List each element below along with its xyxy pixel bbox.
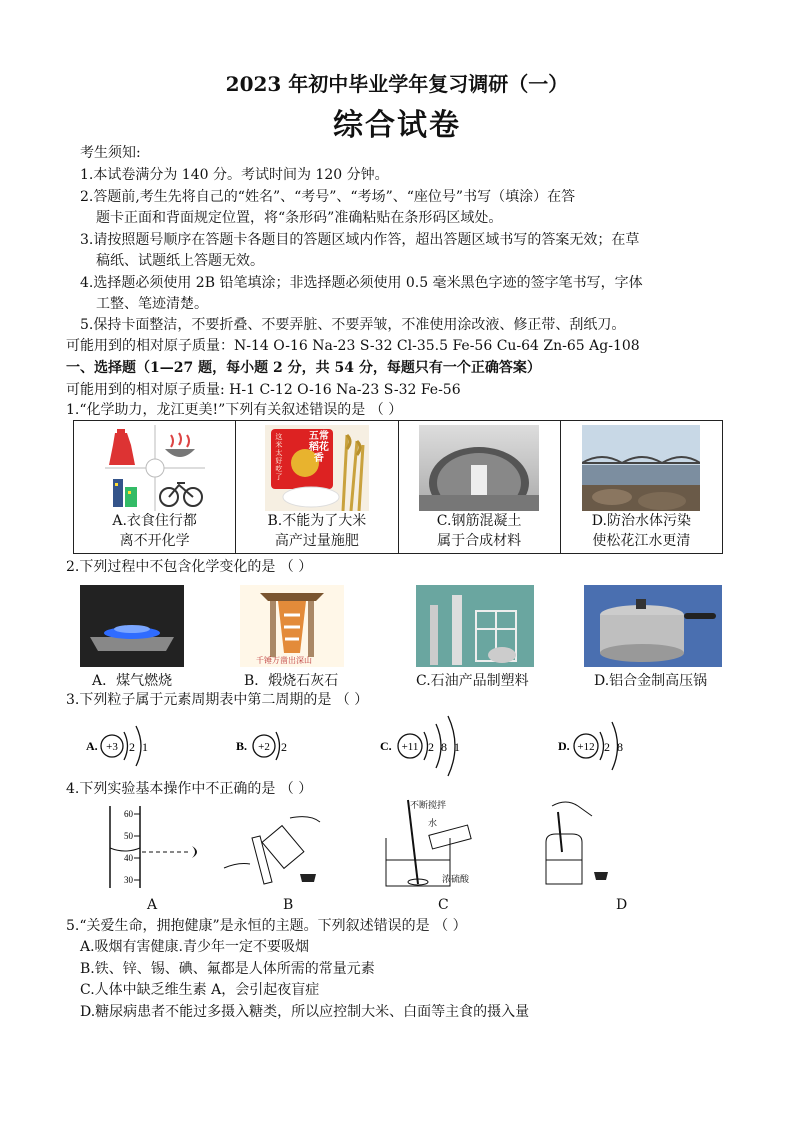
q1-option-b-text: 高产过量施肥	[274, 533, 359, 549]
atom-d-shell: 8	[617, 740, 623, 754]
atom-b-label: B.	[236, 739, 248, 753]
q1-option-a-text: 离不开化学	[119, 533, 190, 549]
atom-diagram-a[interactable]	[86, 706, 176, 778]
stir-label: 不断搅拌	[410, 801, 447, 811]
exam-title: 2023 年初中毕业学年复习调研（一）	[225, 72, 569, 96]
atom-d-nucleus: +12	[577, 741, 595, 753]
atom-c-shell: 8	[441, 740, 447, 754]
kiln-caption: 千锤万凿出深山	[256, 656, 312, 665]
rice-bag-photo	[265, 425, 369, 511]
q2-option-d[interactable]: D.铝合金制高压锅	[594, 673, 708, 689]
q1-option-a-text: A.衣食住行都	[112, 513, 197, 529]
atom-a-shell: 1	[142, 740, 148, 754]
atom-d-shell: 2	[604, 740, 610, 754]
cylinder-tick: 30	[124, 875, 133, 885]
notice-item: 工整、笔迹清楚。	[96, 296, 208, 312]
atom-c-nucleus: +11	[401, 741, 419, 753]
notice-item: 5.保持卡面整洁，不要折叠、不要弄脏、不要弄皱，不准使用涂改液、修正带、刮纸刀。	[80, 317, 626, 333]
atom-a-nucleus: +3	[106, 741, 118, 753]
refinery-photo	[416, 585, 534, 667]
notice-heading: 考生须知:	[80, 145, 141, 161]
q1-option-d-text: 使松花江水更清	[592, 533, 691, 549]
q1-option-d[interactable]	[560, 421, 722, 554]
q2-option-b[interactable]: B．煅烧石灰石	[244, 673, 339, 689]
diluting-acid-diagram[interactable]	[378, 798, 478, 890]
q5-option-c[interactable]: C.人体中缺乏维生素 A，会引起夜盲症	[80, 982, 320, 998]
theater-photo	[419, 425, 539, 511]
river-bridge-photo	[582, 425, 700, 511]
atomic-mass-line: 可能用到的相对原子质量：N-14 O-16 Na-23 S-32 Cl-35.5 Fe-56 Cu-64 Zn-65 Ag-108	[66, 338, 640, 354]
atom-c-shell: 1	[454, 740, 460, 754]
gas-stove-photo	[80, 585, 184, 667]
q1-option-c-text: 属于合成材料	[437, 533, 522, 549]
q4-label-b: B	[283, 897, 294, 913]
atom-diagram-c[interactable]	[380, 706, 490, 778]
q2-option-c[interactable]: C.石油产品制塑料	[416, 673, 529, 689]
atom-a-label: A.	[86, 739, 98, 753]
q4-stem: 4.下列实验基本操作中不正确的是 （ ）	[66, 781, 313, 797]
notice-item: 4.选择题必须使用 2B 铅笔填涂；非选择题必须使用 0.5 毫米黑色字迹的签字笔书写，字体	[80, 275, 643, 291]
q2-option-a[interactable]: A．煤气燃烧	[92, 673, 173, 689]
atom-a-shell: 2	[129, 740, 135, 754]
lime-kiln-photo	[240, 585, 344, 667]
notice-item: 1.本试卷满分为 140 分。考试时间为 120 分钟。	[80, 167, 389, 183]
q2-stem: 2.下列过程中不包含化学变化的是 （ ）	[66, 559, 313, 575]
q5-option-a[interactable]: A.吸烟有害健康.青少年一定不要吸烟	[80, 939, 310, 955]
q5-stem: 5.“关爱生命，拥抱健康”是永恒的主题。下列叙述错误的是 （ ）	[66, 918, 467, 934]
q4-label-d: D	[616, 897, 628, 913]
rice-bag-text: 五常稻花香	[308, 431, 329, 464]
pressure-cooker-photo	[584, 585, 722, 667]
q5-option-d[interactable]: D.糖尿病患者不能过多摄入糖类，所以应控制大米、白面等主食的摄入量	[80, 1004, 530, 1020]
water-label: 水	[428, 819, 438, 829]
atom-b-shell: 2	[281, 740, 287, 754]
atom-diagram-d[interactable]	[558, 706, 658, 778]
exam-subtitle: 综合试卷	[333, 108, 461, 143]
notice-item: 稿纸、试题纸上答题无效。	[96, 253, 264, 269]
atom-c-label: C.	[380, 739, 392, 753]
notice-item: 2.答题前,考生先将自己的“姓名”、“考号”、“考场”、“座位号”书写（填涂）在答	[80, 189, 576, 205]
atom-d-label: D.	[558, 739, 570, 753]
q5-option-b[interactable]: B.铁、锌、锡、碘、氟都是人体所需的常量元素	[80, 961, 375, 977]
q4-label-c: C	[438, 897, 449, 913]
q1-option-b-text: B.不能为了大米	[267, 513, 367, 529]
q3-stem: 3.下列粒子属于元素周期表中第二周期的是 （ ）	[66, 692, 369, 708]
q1-option-d-text: D.防治水体污染	[591, 513, 691, 529]
notice-item: 题卡正面和背面规定位置，将“条形码”准确粘贴在条形码区域处。	[96, 210, 503, 226]
q1-options-table	[73, 420, 723, 554]
section-mass-line: 可能用到的相对原子质量: H-1 C-12 O-16 Na-23 S-32 Fe-56	[66, 382, 461, 398]
atom-b-nucleus: +2	[258, 741, 270, 753]
q4-label-a: A	[147, 897, 158, 913]
acid-label: 浓硫酸	[442, 875, 470, 885]
graduated-cylinder-diagram[interactable]	[100, 800, 210, 890]
q1-option-b[interactable]	[236, 421, 398, 554]
cylinder-tick: 40	[124, 853, 133, 863]
rice-bag-side: 这米太好吃了	[275, 433, 283, 481]
dropper-diagram[interactable]	[536, 798, 616, 890]
q1-option-a[interactable]	[74, 421, 236, 554]
notice-item: 3.请按照题号顺序在答题卡各题目的答题区域内作答，超出答题区域书写的答案无效；在草	[80, 232, 640, 248]
q1-option-c[interactable]	[398, 421, 560, 554]
cylinder-tick: 60	[124, 809, 133, 819]
cylinder-tick: 50	[124, 831, 133, 841]
q1-stem: 1.“化学助力，龙江更美!”下列有关叙述错误的是 （ ）	[66, 402, 403, 418]
pouring-liquid-diagram[interactable]	[216, 812, 326, 892]
section-heading: 一、选择题（1—27 题，每小题 2 分，共 54 分，每题只有一个正确答案）	[66, 360, 541, 376]
q1-option-c-text: C.钢筋混凝土	[436, 513, 522, 529]
daily-life-icons	[105, 425, 205, 511]
atom-diagram-b[interactable]	[236, 706, 316, 778]
atom-c-shell: 2	[428, 740, 434, 754]
